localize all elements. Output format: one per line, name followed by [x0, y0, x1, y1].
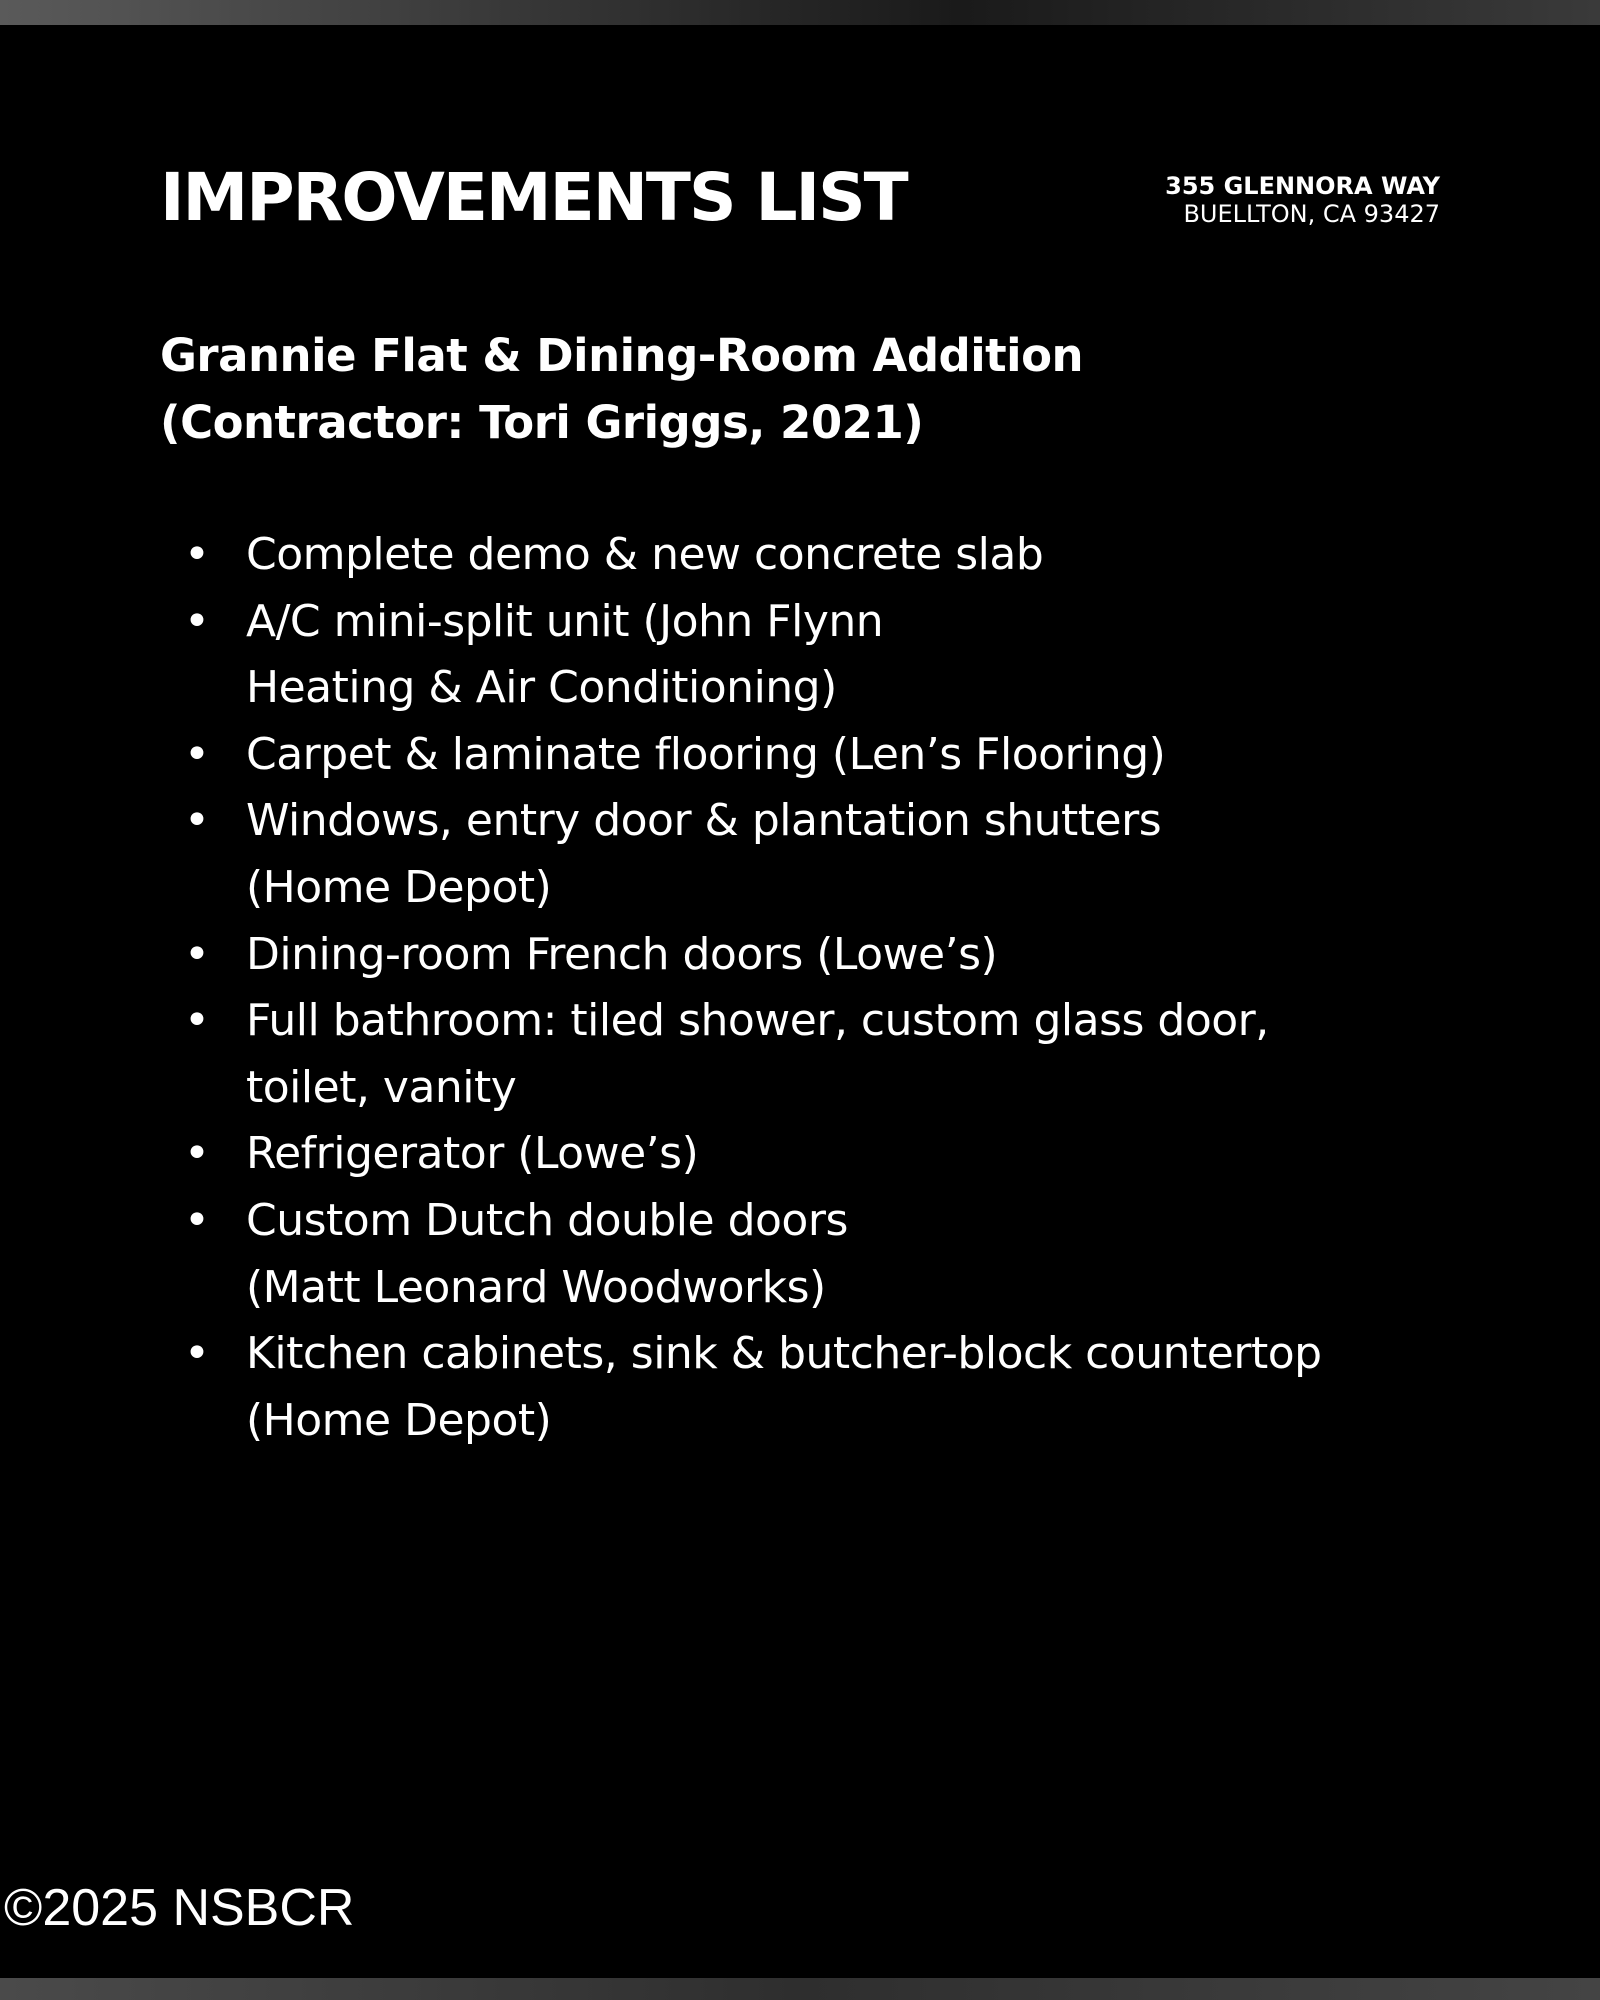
list-item: [160, 1121, 1460, 1188]
list-item: [160, 522, 1460, 589]
list-item-text: Full bathroom: tiled shower, custom glass door,: [246, 995, 1269, 1047]
copyright-notice: ©2025 NSBCR: [4, 1879, 355, 1937]
bullet-icon: •: [184, 529, 210, 580]
list-item-text-continued: (Home Depot): [246, 1394, 552, 1446]
list-item: [160, 722, 1460, 789]
list-item: [160, 988, 1460, 1121]
list-item: [160, 788, 1460, 921]
top-edge-bar: [0, 0, 1600, 25]
section-heading-title: Grannie Flat & Dining-Room Addition: [160, 329, 1084, 382]
bottom-edge-bar: [0, 1978, 1600, 2000]
list-item: [160, 1188, 1460, 1321]
list-item-text: Complete demo & new concrete slab: [246, 529, 1044, 580]
bullet-icon: •: [184, 595, 210, 647]
list-item-text-continued: (Matt Leonard Woodworks): [246, 1261, 826, 1313]
list-item-text-continued: Heating & Air Conditioning): [246, 662, 837, 714]
bullet-icon: •: [184, 995, 210, 1047]
list-item-text: Kitchen cabinets, sink & butcher-block countertop: [246, 1328, 1322, 1380]
bullet-icon: •: [184, 728, 210, 780]
property-address: [1165, 172, 1440, 228]
list-item: [160, 1321, 1460, 1454]
section-heading: [160, 322, 1360, 456]
section-heading-contractor: (Contractor: Tori Griggs, 2021): [160, 396, 924, 449]
bullet-icon: •: [184, 1194, 210, 1246]
improvements-list: [160, 522, 1460, 1454]
list-item-text: Custom Dutch double doors: [246, 1194, 848, 1246]
list-item-text: Carpet & laminate flooring (Len’s Flooring): [246, 728, 1166, 780]
address-street: 355 GLENNORA WAY: [1165, 172, 1440, 200]
bullet-icon: •: [184, 795, 210, 847]
address-city: BUELLTON, CA 93427: [1183, 200, 1440, 228]
list-item-text: A/C mini-split unit (John Flynn: [246, 595, 884, 647]
list-item-text: Windows, entry door & plantation shutters: [246, 795, 1162, 847]
list-item-text-continued: (Home Depot): [246, 861, 552, 913]
bullet-icon: •: [184, 928, 210, 980]
list-item-text-continued: toilet, vanity: [246, 1061, 517, 1113]
list-item-text: Refrigerator (Lowe’s): [246, 1128, 699, 1180]
list-item: [160, 589, 1460, 722]
list-item-text: Dining-room French doors (Lowe’s): [246, 928, 998, 980]
list-item: [160, 922, 1460, 989]
bullet-icon: •: [184, 1128, 210, 1180]
page-title: IMPROVEMENTS LIST: [160, 159, 907, 236]
bullet-icon: •: [184, 1328, 210, 1380]
